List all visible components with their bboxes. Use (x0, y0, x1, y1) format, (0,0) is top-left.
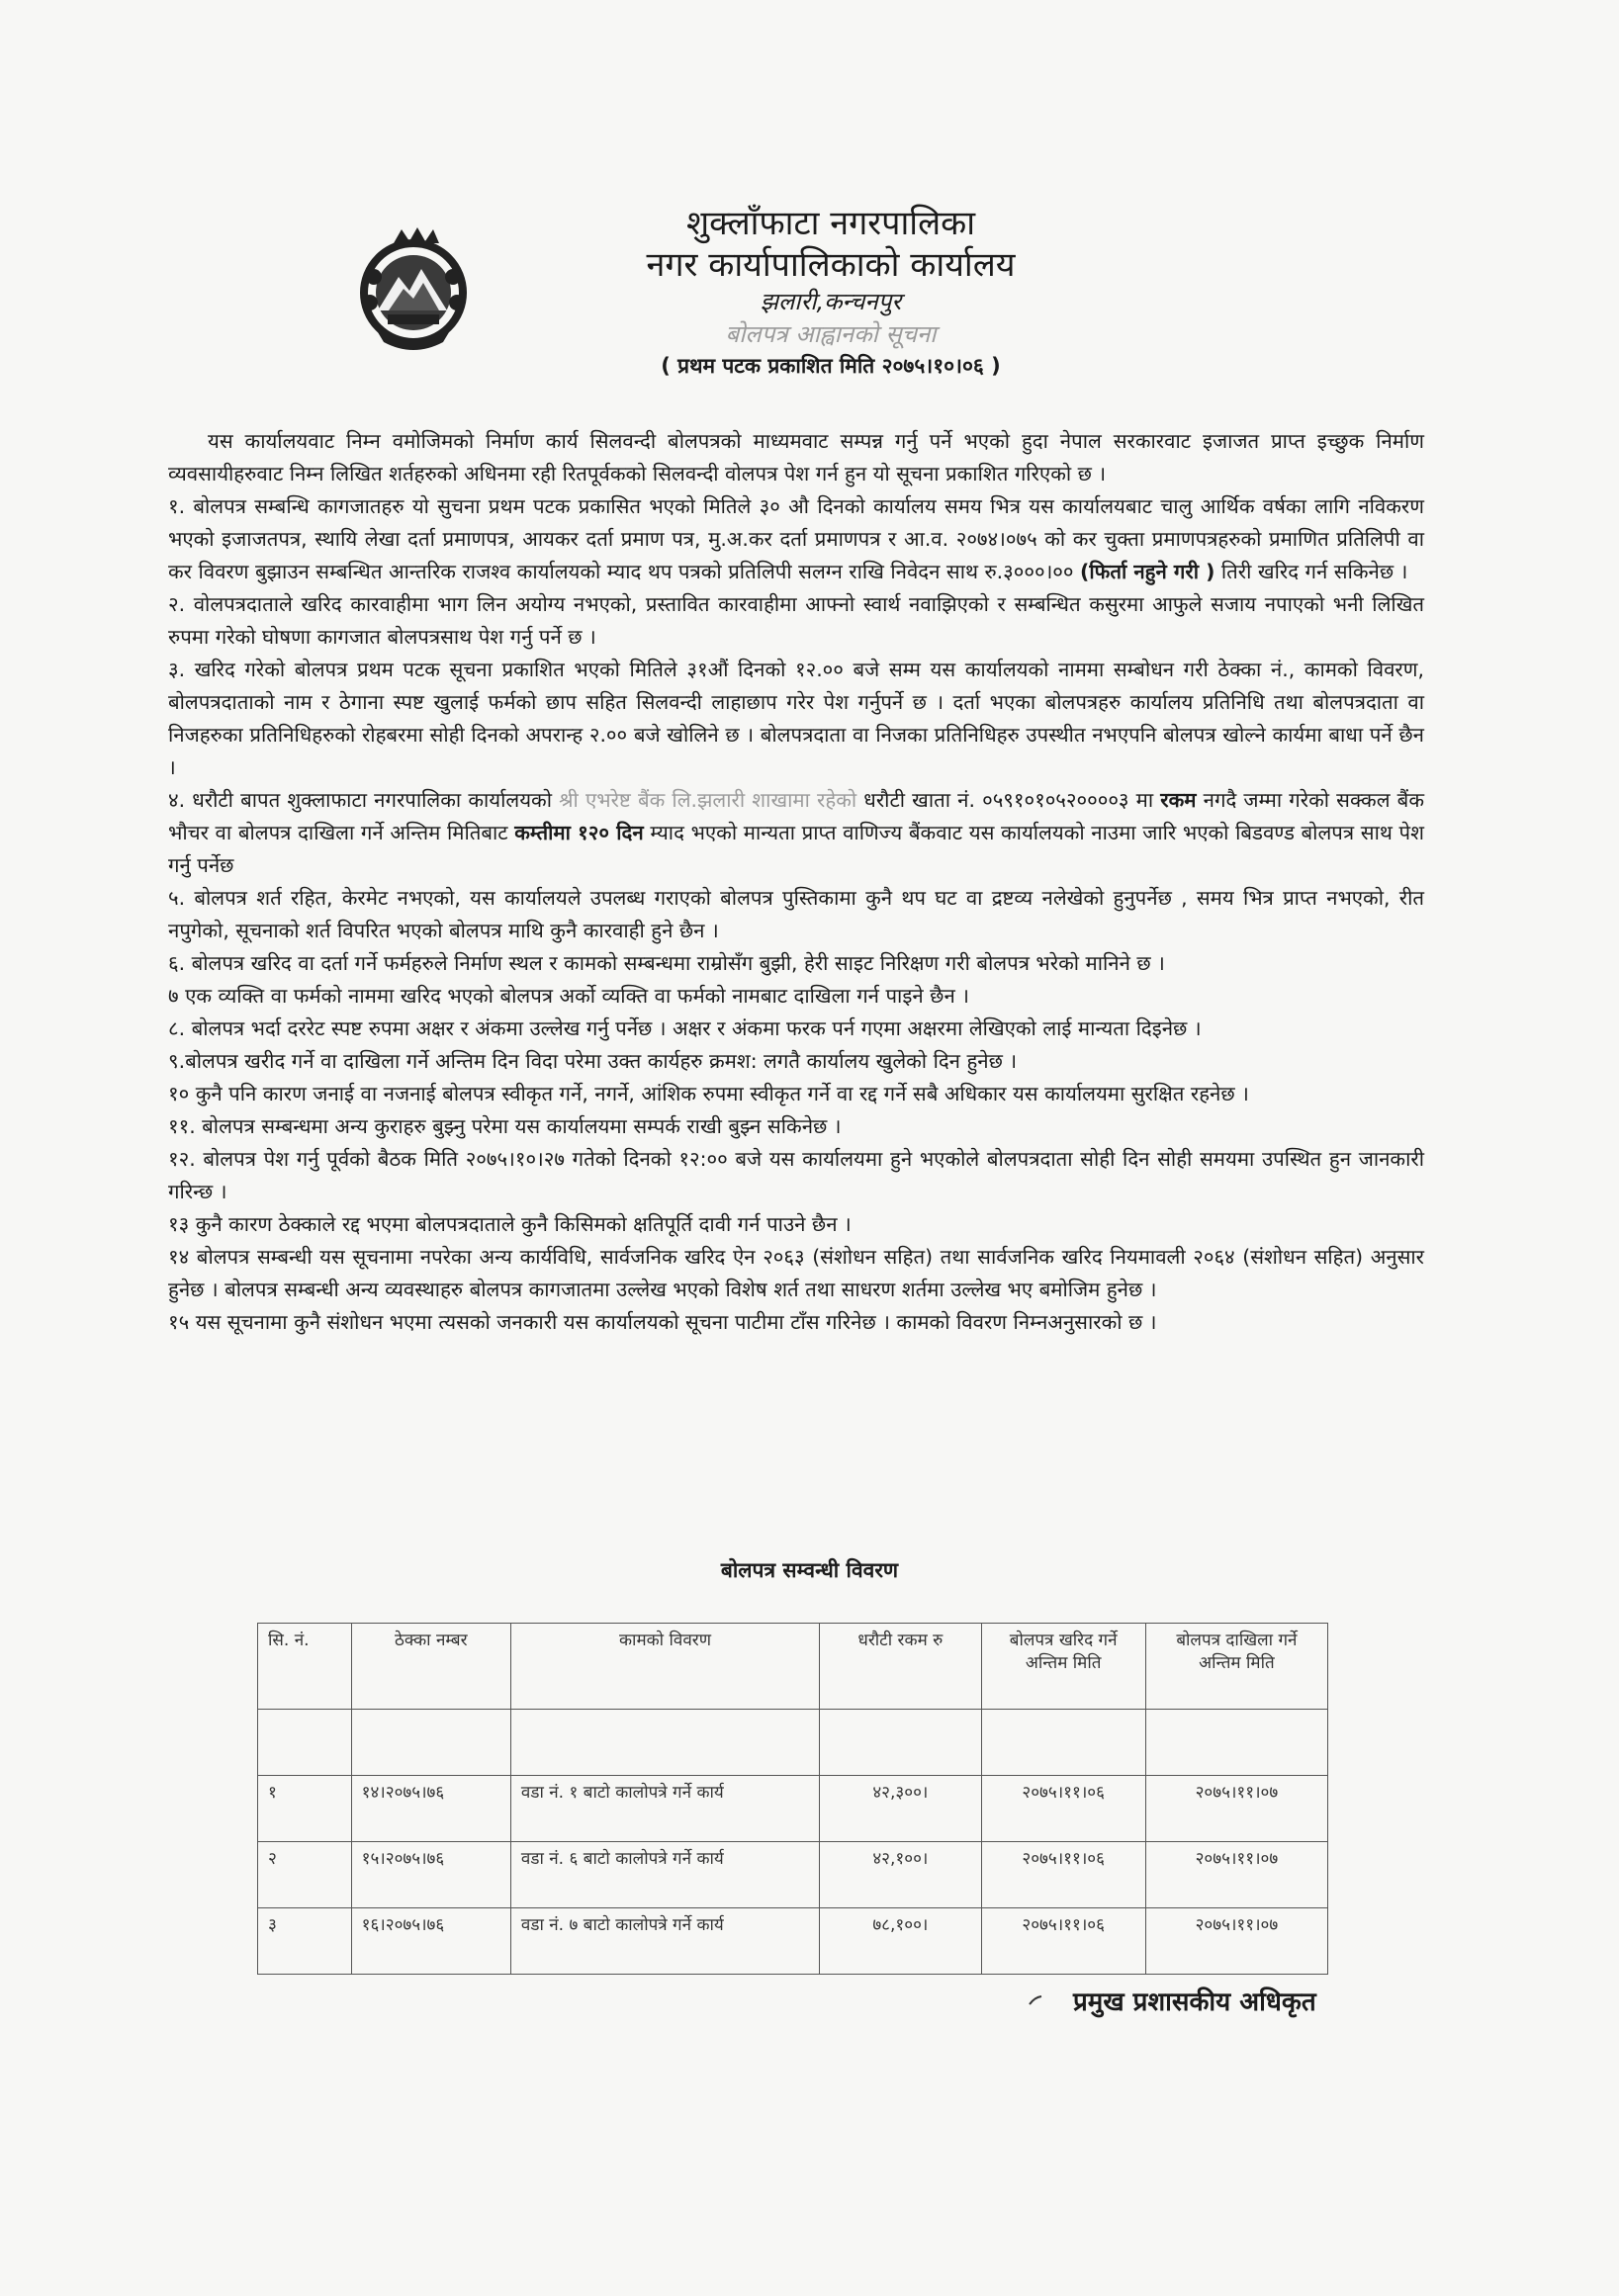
notice-title: बोलपत्र आह्वानको सूचना (725, 320, 937, 348)
condition-15: १५ यस सूचनामा कुनै संशोधन भएमा त्यसको जनकारी यस कार्यालयको सूचना पाटीमा टाँस गरिनेछ । कामको विवरण निम्नअनुसारको छ । (168, 1310, 1157, 1334)
col-header-submission-deadline: बोलपत्र दाखिला गर्ने अन्तिम मिति (1145, 1624, 1327, 1710)
letterhead (534, 203, 1127, 381)
cell-deposit: ४२,१००। (820, 1842, 981, 1908)
intro-paragraph: यस कार्यालयवाट निम्न वमोजिमको निर्माण कार्य सिलवन्दी बोलपत्रको माध्यमवाट सम्पन्न गर्नु पर्ने भएको हुदा नेपाल सरकारवाट इजाजत प्राप्त इच्छुक निर्माण व्यवसायीहरुवाट निम्न लिखित शर्तहरुको अधिनमा रही रितपूर्वकको सिलवन्दी वोलपत्र पेश गर्न हुन यो सूचना प्रकाशित गरिएको छ । (168, 429, 1424, 486)
table-row (258, 1776, 1328, 1842)
cell-contract-no: १६।२०७५।७६ (351, 1908, 510, 1975)
condition-8: ८. बोलपत्र भर्दा दररेट स्पष्ट रुपमा अक्षर र अंकमा उल्लेख गर्नु पर्नेछ । अक्षर र अंकमा फरक पर्न गएमा अक्षरमा लेखिएको लाई मान्यता दिइनेछ । (168, 1016, 1202, 1040)
condition-9: ९.बोलपत्र खरीद गर्ने वा दाखिला गर्ने अन्तिम दिन विदा परेमा उक्त कार्यहरु क्रमश: लगतै कार्यालय खुलेको दिन हुनेछ । (168, 1049, 1018, 1073)
publish-date-line: ( प्रथम पटक प्रकाशित मिति २०७५।१०।०६ ) (661, 354, 1001, 378)
cell-work-description: वडा नं. १ बाटो कालोपत्रे गर्ने कार्य (510, 1776, 819, 1842)
cell-contract-no: १५।२०७५।७६ (351, 1842, 510, 1908)
col-header-purchase-deadline: बोलपत्र खरिद गर्ने अन्तिम मिति (981, 1624, 1145, 1710)
condition-14: १४ बोलपत्र सम्बन्धी यस सूचनामा नपरेका अन्य कार्यविधि, सार्वजनिक खरिद ऐन २०६३ (संशोधन सहित) तथा सार्वजनिक खरिद नियमावली २०६४ (संशोधन सहित) अनुसार हुनेछ । बोलपत्र सम्बन्धी अन्य व्यवस्थाहरु बोलपत्र कागजातमा उल्लेख भएको विशेष शर्त तथा साधरण शर्तमा उल्लेख भए बमोजिम हुनेछ । (168, 1245, 1424, 1301)
nepal-emblem-logo (344, 220, 483, 358)
cell-contract-no: १४।२०७५।७६ (351, 1776, 510, 1842)
condition-13: १३ कुनै कारण ठेक्काले रद्द भएमा बोलपत्रदाताले कुनै किसिमको क्षतिपूर्ति दावी गर्न पाउने छैन । (168, 1212, 852, 1236)
cell-deposit: ४२,३००। (820, 1776, 981, 1842)
col-header-work-description: कामको विवरण (510, 1624, 819, 1710)
office-location: झलारी,कन्चनपुर (760, 288, 902, 315)
cell-deposit: ७८,१००। (820, 1908, 981, 1975)
cell-submission-deadline: २०७५।११।०७ (1145, 1908, 1327, 1975)
col-header-contract-no: ठेक्का नम्बर (351, 1624, 510, 1710)
table-spacer-row (258, 1710, 1328, 1776)
condition-5: ५. बोलपत्र शर्त रहित, केरमेट नभएको, यस कार्यालयले उपलब्ध गराएको बोलपत्र पुस्तिकामा कुनै थप घट वा द्रष्टव्य नलेखेको हुनुपर्नेछ , समय भित्र प्राप्त नभएको, रीत नपुगेको, सूचनाको शर्त विपरित भएको बोलपत्र माथि कुनै कारवाही हुने छैन । (168, 886, 1424, 942)
condition-10: १० कुनै पनि कारण जनाई वा नजनाई बोलपत्र स्वीकृत गर्ने, नगर्ने, आंशिक रुपमा स्वीकृत गर्ने वा रद्द गर्ने सबै अधिकार यस कार्यालयमा सुरक्षित रहनेछ । (168, 1082, 1249, 1105)
signature-mark-icon (1029, 1995, 1042, 2005)
cell-work-description: वडा नं. ७ बाटो कालोपत्रे गर्ने कार्य (510, 1908, 819, 1975)
cell-submission-deadline: २०७५।११।०७ (1145, 1842, 1327, 1908)
cell-work-description: वडा नं. ६ बाटो कालोपत्रे गर्ने कार्य (510, 1842, 819, 1908)
condition-11: ११. बोलपत्र सम्बन्धमा अन्य कुराहरु बुझ्नु परेमा यस कार्यालयमा सम्पर्क राखी बुझ्न सकिनेछ । (168, 1114, 842, 1138)
cell-purchase-deadline: २०७५।११।०६ (981, 1908, 1145, 1975)
signatory-title: प्रमुख प्रशासकीय अधिकृत (1073, 1987, 1316, 2017)
tender-table (257, 1623, 1328, 1975)
table-header-row (258, 1624, 1328, 1710)
cell-serial: २ (258, 1842, 352, 1908)
condition-7: ७ एक व्यक्ति वा फर्मको नाममा खरिद भएको बोलपत्र अर्को व्यक्ति वा फर्मको नामबाट दाखिला गर्न पाइने छैन । (168, 984, 969, 1008)
cell-submission-deadline: २०७५।११।०७ (1145, 1776, 1327, 1842)
condition-3: ३. खरिद गरेको बोलपत्र प्रथम पटक सूचना प्रकाशित भएको मितिले ३१औं दिनको १२.०० बजे सम्म यस कार्यालयको नाममा सम्बोधन गरी ठेक्का नं., कामको विवरण, बोलपत्रदाताको नाम र ठेगाना स्पष्ट खुलाई फर्मको छाप सहित सिलवन्दी लाहाछाप गरेर पेश गर्नुपर्ने छ । दर्ता भएका बोलपत्रहरु कार्यालय प्रतिनिधि तथा बोलपत्रदाता वा निजहरुका प्रतिनिधिहरुको रोहबरमा सोही दिनको अपरान्ह २.०० बजे खोलिने छ । बोलपत्रदाता वा निजका प्रतिनिधिहरु उपस्थीत नभएपनि बोलपत्र खोल्ने कार्यमा बाधा पर्ने छैन । (168, 658, 1424, 779)
table-row (258, 1908, 1328, 1975)
cell-serial: ३ (258, 1908, 352, 1975)
cell-purchase-deadline: २०७५।११।०६ (981, 1776, 1145, 1842)
col-header-deposit: धरौटी रकम रु (820, 1624, 981, 1710)
cell-serial: १ (258, 1776, 352, 1842)
condition-1: १. बोलपत्र सम्बन्धि कागजातहरु यो सुचना प्रथम पटक प्रकासित भएको मितिले ३० औ दिनको कार्यालय समय भित्र यस कार्यालयबाट चालु आर्थिक वर्षका लागि नविकरण भएको इजाजतपत्र, स्थायि लेखा दर्ता प्रमाणपत्र, आयकर दर्ता प्रमाण पत्र, मु.अ.कर दर्ता प्रमाणपत्र र आ.व. २०७४।०७५ को कर चुक्ता प्रमाणपत्रहरुको प्रमाणित प्रतिलिपी वा कर विवरण बुझाउन सम्बन्धित आन्तरिक राजश्व कार्यालयको म्याद थप पत्रको प्रतिलिपी सलग्न राखि निवेदन साथ रु.३०००।०० (फिर्ता नहुने गरी ) तिरी खरिद गर्न सकिनेछ । (168, 494, 1424, 583)
table-title: बोलपत्र सम्वन्धी विवरण (720, 1558, 899, 1582)
notice-body (168, 425, 1424, 1339)
cell-purchase-deadline: २०७५।११।०६ (981, 1842, 1145, 1908)
table-row (258, 1842, 1328, 1908)
condition-12: १२. बोलपत्र पेश गर्नु पूर्वको बैठक मिति २०७५।१०।२७ गतेको दिनको १२:०० बजे यस कार्यालयमा हुने भएकोले बोलपत्रदाता सोही दिन सोही समयमा उपस्थित हुन जानकारी गरिन्छ । (168, 1147, 1424, 1203)
office-name: नगर कार्यापालिकाको कार्यालय (646, 245, 1016, 285)
municipality-name: शुक्लाँफाटा नगरपालिका (685, 204, 976, 243)
condition-6: ६. बोलपत्र खरिद वा दर्ता गर्ने फर्महरुले निर्माण स्थल र कामको सम्बन्धमा राम्रोसँग बुझी, हेरी साइट निरिक्षण गरी बोलपत्र भरेको मानिने छ । (168, 951, 1165, 975)
condition-4: ४. धरौटी बापत शुक्लाफाटा नगरपालिका कार्यालयको श्री एभरेष्ट बैंक लि.झलारी शाखामा रहेको धरौटी खाता नं. ०५९१०१०५२००००३ मा रकम नगदै जम्मा गरेको सक्कल बैंक भौचर वा बोलपत्र दाखिला गर्ने अन्तिम मितिबाट कम्तीमा १२० दिन म्याद भएको मान्यता प्राप्त वाणिज्य बैंकवाट यस कार्यालयको नाउमा जारि भएको बिडवण्ड बोलपत्र साथ पेश गर्नु पर्नेछ (168, 788, 1424, 877)
col-header-serial: सि. नं. (258, 1624, 352, 1710)
condition-2: २. वोलपत्रदाताले खरिद कारवाहीमा भाग लिन अयोग्य नभएको, प्रस्तावित कारवाहीमा आफ्नो स्वार्थ नवाझिएको र सम्बन्धित कसुरमा आफुले सजाय नपाएको भनी लिखित रुपमा गरेको घोषणा कागजात बोलपत्रसाथ पेश गर्नु पर्ने छ । (168, 592, 1424, 649)
